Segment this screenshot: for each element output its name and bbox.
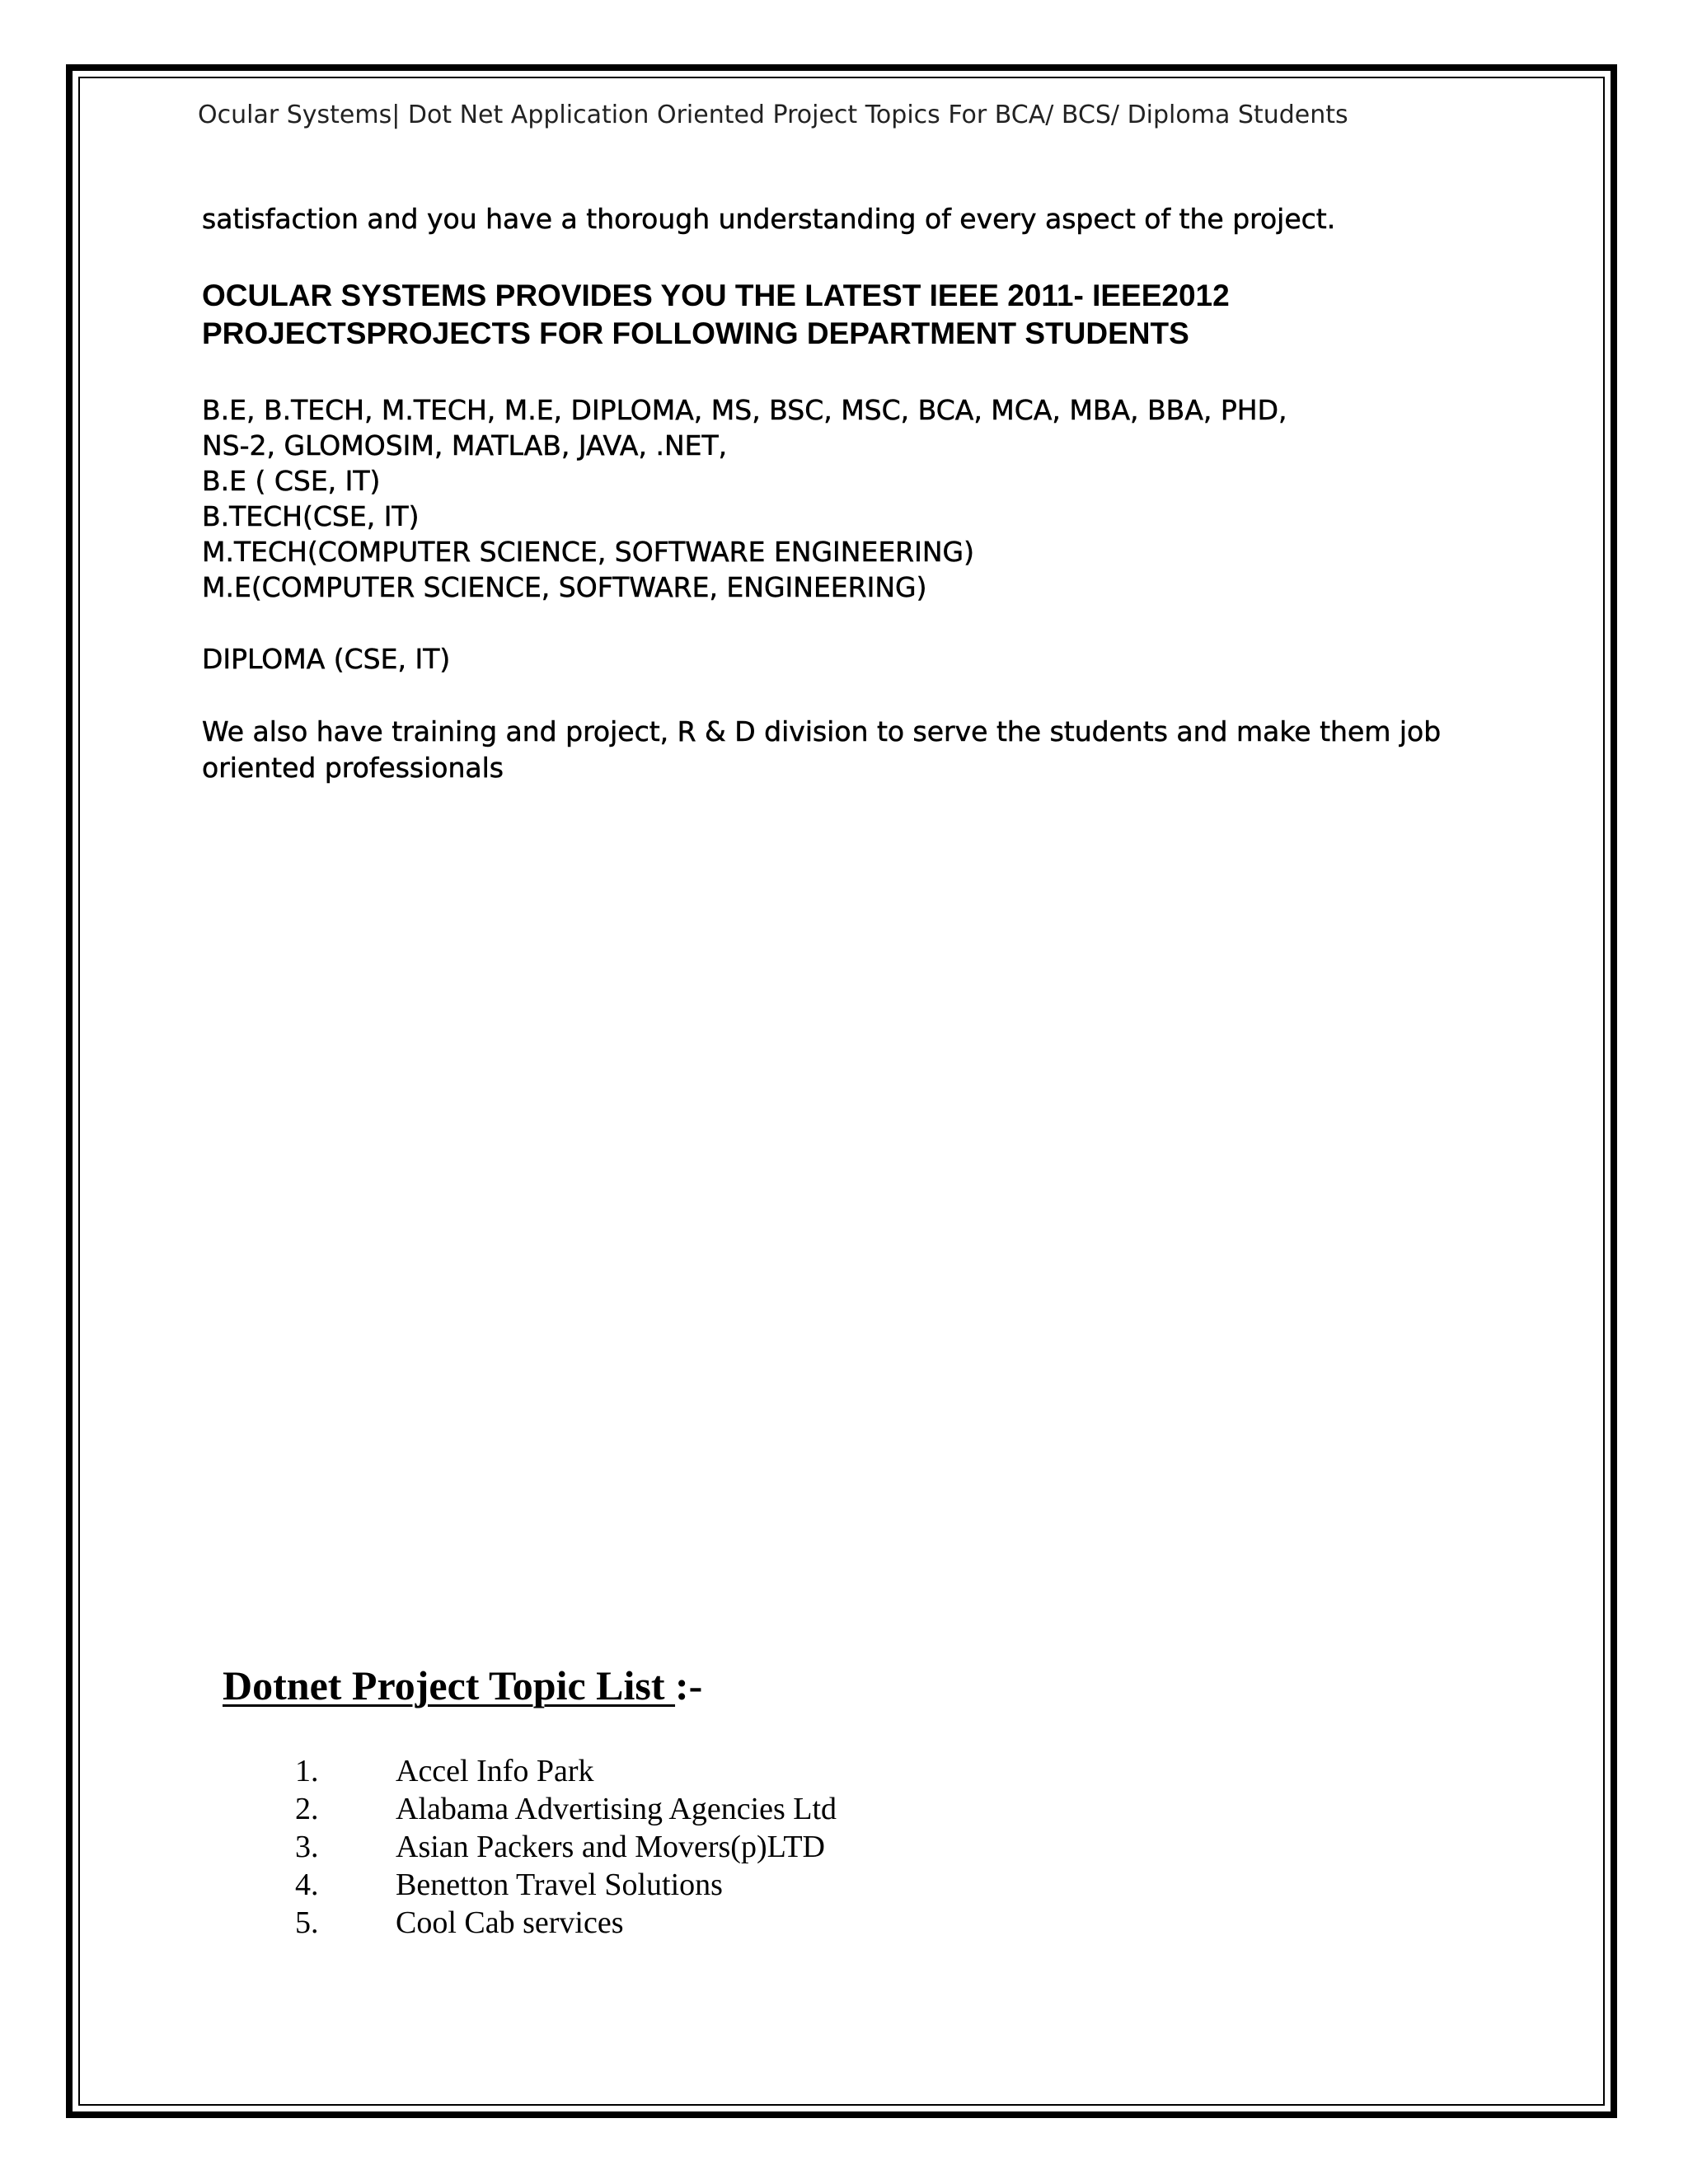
topic-list-title-text: Dotnet Project Topic List bbox=[223, 1662, 676, 1708]
course-line: B.E ( CSE, IT) bbox=[202, 465, 381, 497]
list-item-label: Asian Packers and Movers(p)LTD bbox=[396, 1830, 825, 1864]
list-item-label: Cool Cab services bbox=[396, 1905, 624, 1940]
list-item-number: 3. bbox=[295, 1830, 319, 1864]
list-item-number: 1. bbox=[295, 1754, 319, 1788]
course-list bbox=[202, 392, 1287, 605]
list-item-number: 5. bbox=[295, 1905, 319, 1940]
list-item-number: 2. bbox=[295, 1792, 319, 1826]
list-item bbox=[295, 1752, 837, 1790]
highlight-line-2: PROJECTSPROJECTS FOR FOLLOWING DEPARTMENT STUDENTS bbox=[202, 316, 1189, 350]
list-item bbox=[295, 1790, 837, 1828]
intro-paragraph: satisfaction and you have a thorough understanding of every aspect of the project. bbox=[202, 203, 1336, 235]
highlight-heading bbox=[202, 277, 1230, 353]
topic-list bbox=[295, 1752, 837, 1942]
list-item-number: 4. bbox=[295, 1868, 319, 1902]
course-line: B.TECH(CSE, IT) bbox=[202, 500, 420, 532]
list-item bbox=[295, 1904, 837, 1942]
list-item bbox=[295, 1828, 837, 1866]
list-item bbox=[295, 1866, 837, 1904]
topic-list-title-suffix: :- bbox=[675, 1662, 703, 1708]
topic-list-title bbox=[223, 1661, 702, 1709]
course-line: NS-2, GLOMOSIM, MATLAB, JAVA, .NET, bbox=[202, 429, 728, 462]
course-line: M.E(COMPUTER SCIENCE, SOFTWARE, ENGINEERING) bbox=[202, 571, 927, 603]
highlight-line-1: OCULAR SYSTEMS PROVIDES YOU THE LATEST IEEE 2011- IEEE2012 bbox=[202, 279, 1230, 312]
course-line: B.E, B.TECH, M.TECH, M.E, DIPLOMA, MS, BSC, MSC, BCA, MCA, MBA, BBA, PHD, bbox=[202, 394, 1287, 426]
training-paragraph: We also have training and project, R & D division to serve the students and make them job oriented professionals bbox=[202, 715, 1442, 784]
list-item-label: Alabama Advertising Agencies Ltd bbox=[396, 1792, 837, 1826]
diploma-line: DIPLOMA (CSE, IT) bbox=[202, 643, 451, 675]
list-item-label: Accel Info Park bbox=[396, 1754, 594, 1788]
page-header: Ocular Systems| Dot Net Application Oriented Project Topics For BCA/ BCS/ Diploma Students bbox=[198, 101, 1348, 129]
list-item-label: Benetton Travel Solutions bbox=[396, 1868, 723, 1902]
course-line: M.TECH(COMPUTER SCIENCE, SOFTWARE ENGINEERING) bbox=[202, 536, 974, 568]
